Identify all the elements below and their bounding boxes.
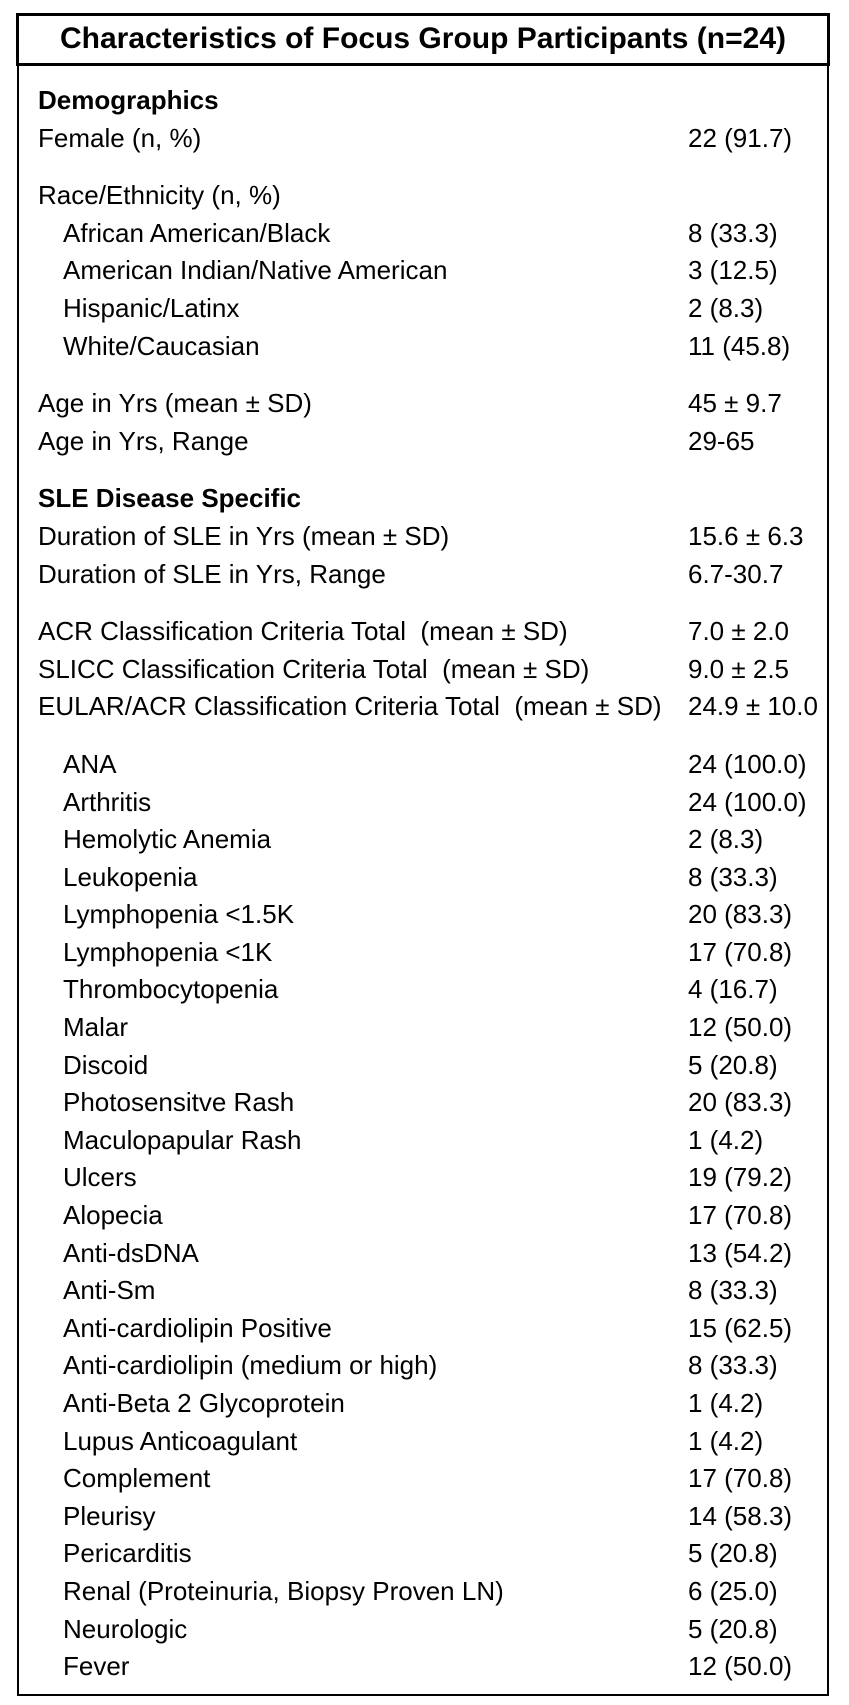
row-value: 20 (83.3) (688, 1087, 793, 1118)
row-value: 2 (8.3) (688, 292, 764, 323)
row-value: 15 (62.5) (688, 1312, 793, 1343)
row-value: 20 (83.3) (688, 899, 793, 930)
table-body (17, 66, 829, 1696)
row-value: 4 (16.7) (688, 974, 778, 1005)
table-row (38, 688, 822, 726)
row-value: 17 (70.8) (688, 1463, 793, 1494)
row-label: Malar (63, 1012, 129, 1043)
row-label: Lymphopenia <1.5K (63, 899, 295, 930)
row-value: 8 (33.3) (688, 1275, 778, 1306)
row-value: 8 (33.3) (688, 1350, 778, 1381)
row-value: 17 (70.8) (688, 936, 793, 967)
row-value: 24 (100.0) (688, 786, 807, 817)
row-value: 14 (58.3) (688, 1500, 793, 1531)
row-value: 5 (20.8) (688, 1613, 778, 1644)
row-label: Leukopenia (63, 861, 198, 892)
table-row (38, 1009, 822, 1047)
table-row (38, 328, 822, 366)
table-row (38, 1385, 822, 1423)
table-row (38, 784, 822, 822)
table-row (38, 215, 822, 253)
participants-characteristics-table (16, 13, 830, 1696)
row-label: Anti-dsDNA (63, 1237, 199, 1268)
table-row (38, 1047, 822, 1085)
row-label: Arthritis (63, 786, 152, 817)
table-row (38, 1648, 822, 1686)
row-label: ACR Classification Criteria Total (mean ± SD) (38, 616, 568, 647)
row-label: Alopecia (63, 1200, 163, 1231)
row-label: Lupus Anticoagulant (63, 1425, 298, 1456)
row-value: 7.0 ± 2.0 (688, 616, 790, 647)
row-label: Hispanic/Latinx (63, 292, 240, 323)
table-row (38, 556, 822, 594)
table-row (38, 746, 822, 784)
row-group (38, 385, 822, 460)
row-label: Ulcers (63, 1162, 137, 1193)
table-row (38, 1310, 822, 1348)
row-label: Pleurisy (63, 1500, 156, 1531)
row-value: 1 (4.2) (688, 1388, 764, 1418)
row-label: White/Caucasian (63, 330, 260, 361)
row-label: Lymphopenia <1K (63, 936, 273, 967)
row-value: 5 (20.8) (688, 1538, 778, 1569)
row-value: 3 (12.5) (688, 255, 778, 286)
table-row (38, 821, 822, 859)
row-label: Age in Yrs, Range (38, 425, 249, 456)
table-row (38, 1347, 822, 1385)
row-value: 1 (4.2) (688, 1124, 764, 1155)
table-row (38, 896, 822, 934)
row-value: 12 (50.0) (688, 1012, 793, 1043)
row-label: Duration of SLE in Yrs, Range (38, 558, 386, 589)
table-row (38, 1084, 822, 1122)
table-row (38, 613, 822, 651)
row-label: American Indian/Native American (63, 255, 448, 286)
row-value: 29-65 (688, 425, 755, 456)
row-label: Fever (63, 1651, 130, 1682)
row-value: 6 (25.0) (688, 1575, 778, 1606)
row-value: 19 (79.2) (688, 1162, 793, 1193)
row-label: Anti-Sm (63, 1275, 156, 1306)
row-group (38, 746, 822, 1686)
table-row (38, 934, 822, 972)
section-header: SLE Disease Specific (38, 483, 302, 514)
table-row (38, 518, 822, 556)
row-value: 12 (50.0) (688, 1651, 793, 1682)
row-value: 17 (70.8) (688, 1200, 793, 1231)
row-label: Thrombocytopenia (63, 974, 279, 1005)
row-value: 8 (33.3) (688, 217, 778, 248)
row-value (688, 177, 822, 215)
row-group (38, 177, 822, 365)
row-value: 45 ± 9.7 (688, 388, 782, 419)
row-label: ANA (63, 748, 117, 779)
row-label: Photosensitve Rash (63, 1087, 295, 1118)
row-label: Pericarditis (63, 1538, 192, 1569)
row-label: Renal (Proteinuria, Biopsy Proven LN) (63, 1575, 504, 1606)
row-label: EULAR/ACR Classification Criteria Total (mean ± SD) (38, 691, 662, 722)
table-row (38, 423, 822, 461)
row-value: 24.9 ± 10.0 (688, 691, 818, 722)
row-label: Hemolytic Anemia (63, 824, 272, 855)
row-label: Female (n, %) (38, 122, 202, 153)
table-row (38, 1197, 822, 1235)
row-label: Discoid (63, 1049, 149, 1080)
row-value: 11 (45.8) (688, 330, 791, 361)
table-row (38, 1122, 822, 1160)
table-row (38, 651, 822, 689)
row-value: 8 (33.3) (688, 861, 778, 892)
table-row (38, 859, 822, 897)
row-label: African American/Black (63, 217, 331, 248)
table-section (38, 480, 822, 1685)
row-value: 24 (100.0) (688, 748, 807, 779)
table-row (38, 1272, 822, 1310)
row-label: Race/Ethnicity (n, %) (38, 180, 281, 211)
table-row (38, 1535, 822, 1573)
row-label: SLICC Classification Criteria Total (mean ± SD) (38, 653, 590, 684)
table-title: Characteristics of Focus Group Participants (n=24) (16, 13, 830, 66)
table-row (38, 1423, 822, 1461)
row-group (38, 613, 822, 726)
table-row (38, 177, 822, 215)
row-value: 2 (8.3) (688, 824, 764, 855)
row-label: Anti-cardiolipin Positive (63, 1312, 332, 1343)
table-section (38, 82, 822, 460)
table-row (38, 1611, 822, 1649)
table-row (38, 1159, 822, 1197)
row-group (38, 120, 822, 158)
section-header: Demographics (38, 85, 219, 115)
table-row (38, 120, 822, 158)
row-value: 13 (54.2) (688, 1237, 793, 1268)
table-row (38, 290, 822, 328)
table-row (38, 1235, 822, 1273)
table-row (38, 252, 822, 290)
table-row (38, 1460, 822, 1498)
row-value: 9.0 ± 2.5 (688, 653, 790, 684)
row-label: Complement (63, 1463, 211, 1494)
row-value: 15.6 ± 6.3 (688, 520, 804, 551)
row-label: Age in Yrs (mean ± SD) (38, 388, 312, 419)
row-value: 5 (20.8) (688, 1049, 778, 1080)
row-value: 6.7-30.7 (688, 558, 784, 589)
row-label: Neurologic (63, 1613, 188, 1644)
row-group (38, 518, 822, 593)
row-label: Anti-cardiolipin (medium or high) (63, 1350, 438, 1381)
row-value: 22 (91.7) (688, 122, 793, 153)
row-label: Maculopapular Rash (63, 1124, 302, 1155)
table-row (38, 971, 822, 1009)
row-label: Anti-Beta 2 Glycoprotein (63, 1388, 345, 1418)
row-value: 1 (4.2) (688, 1425, 764, 1456)
table-row (38, 1498, 822, 1536)
table-row (38, 385, 822, 423)
row-label: Duration of SLE in Yrs (mean ± SD) (38, 520, 450, 551)
table-row (38, 1573, 822, 1611)
